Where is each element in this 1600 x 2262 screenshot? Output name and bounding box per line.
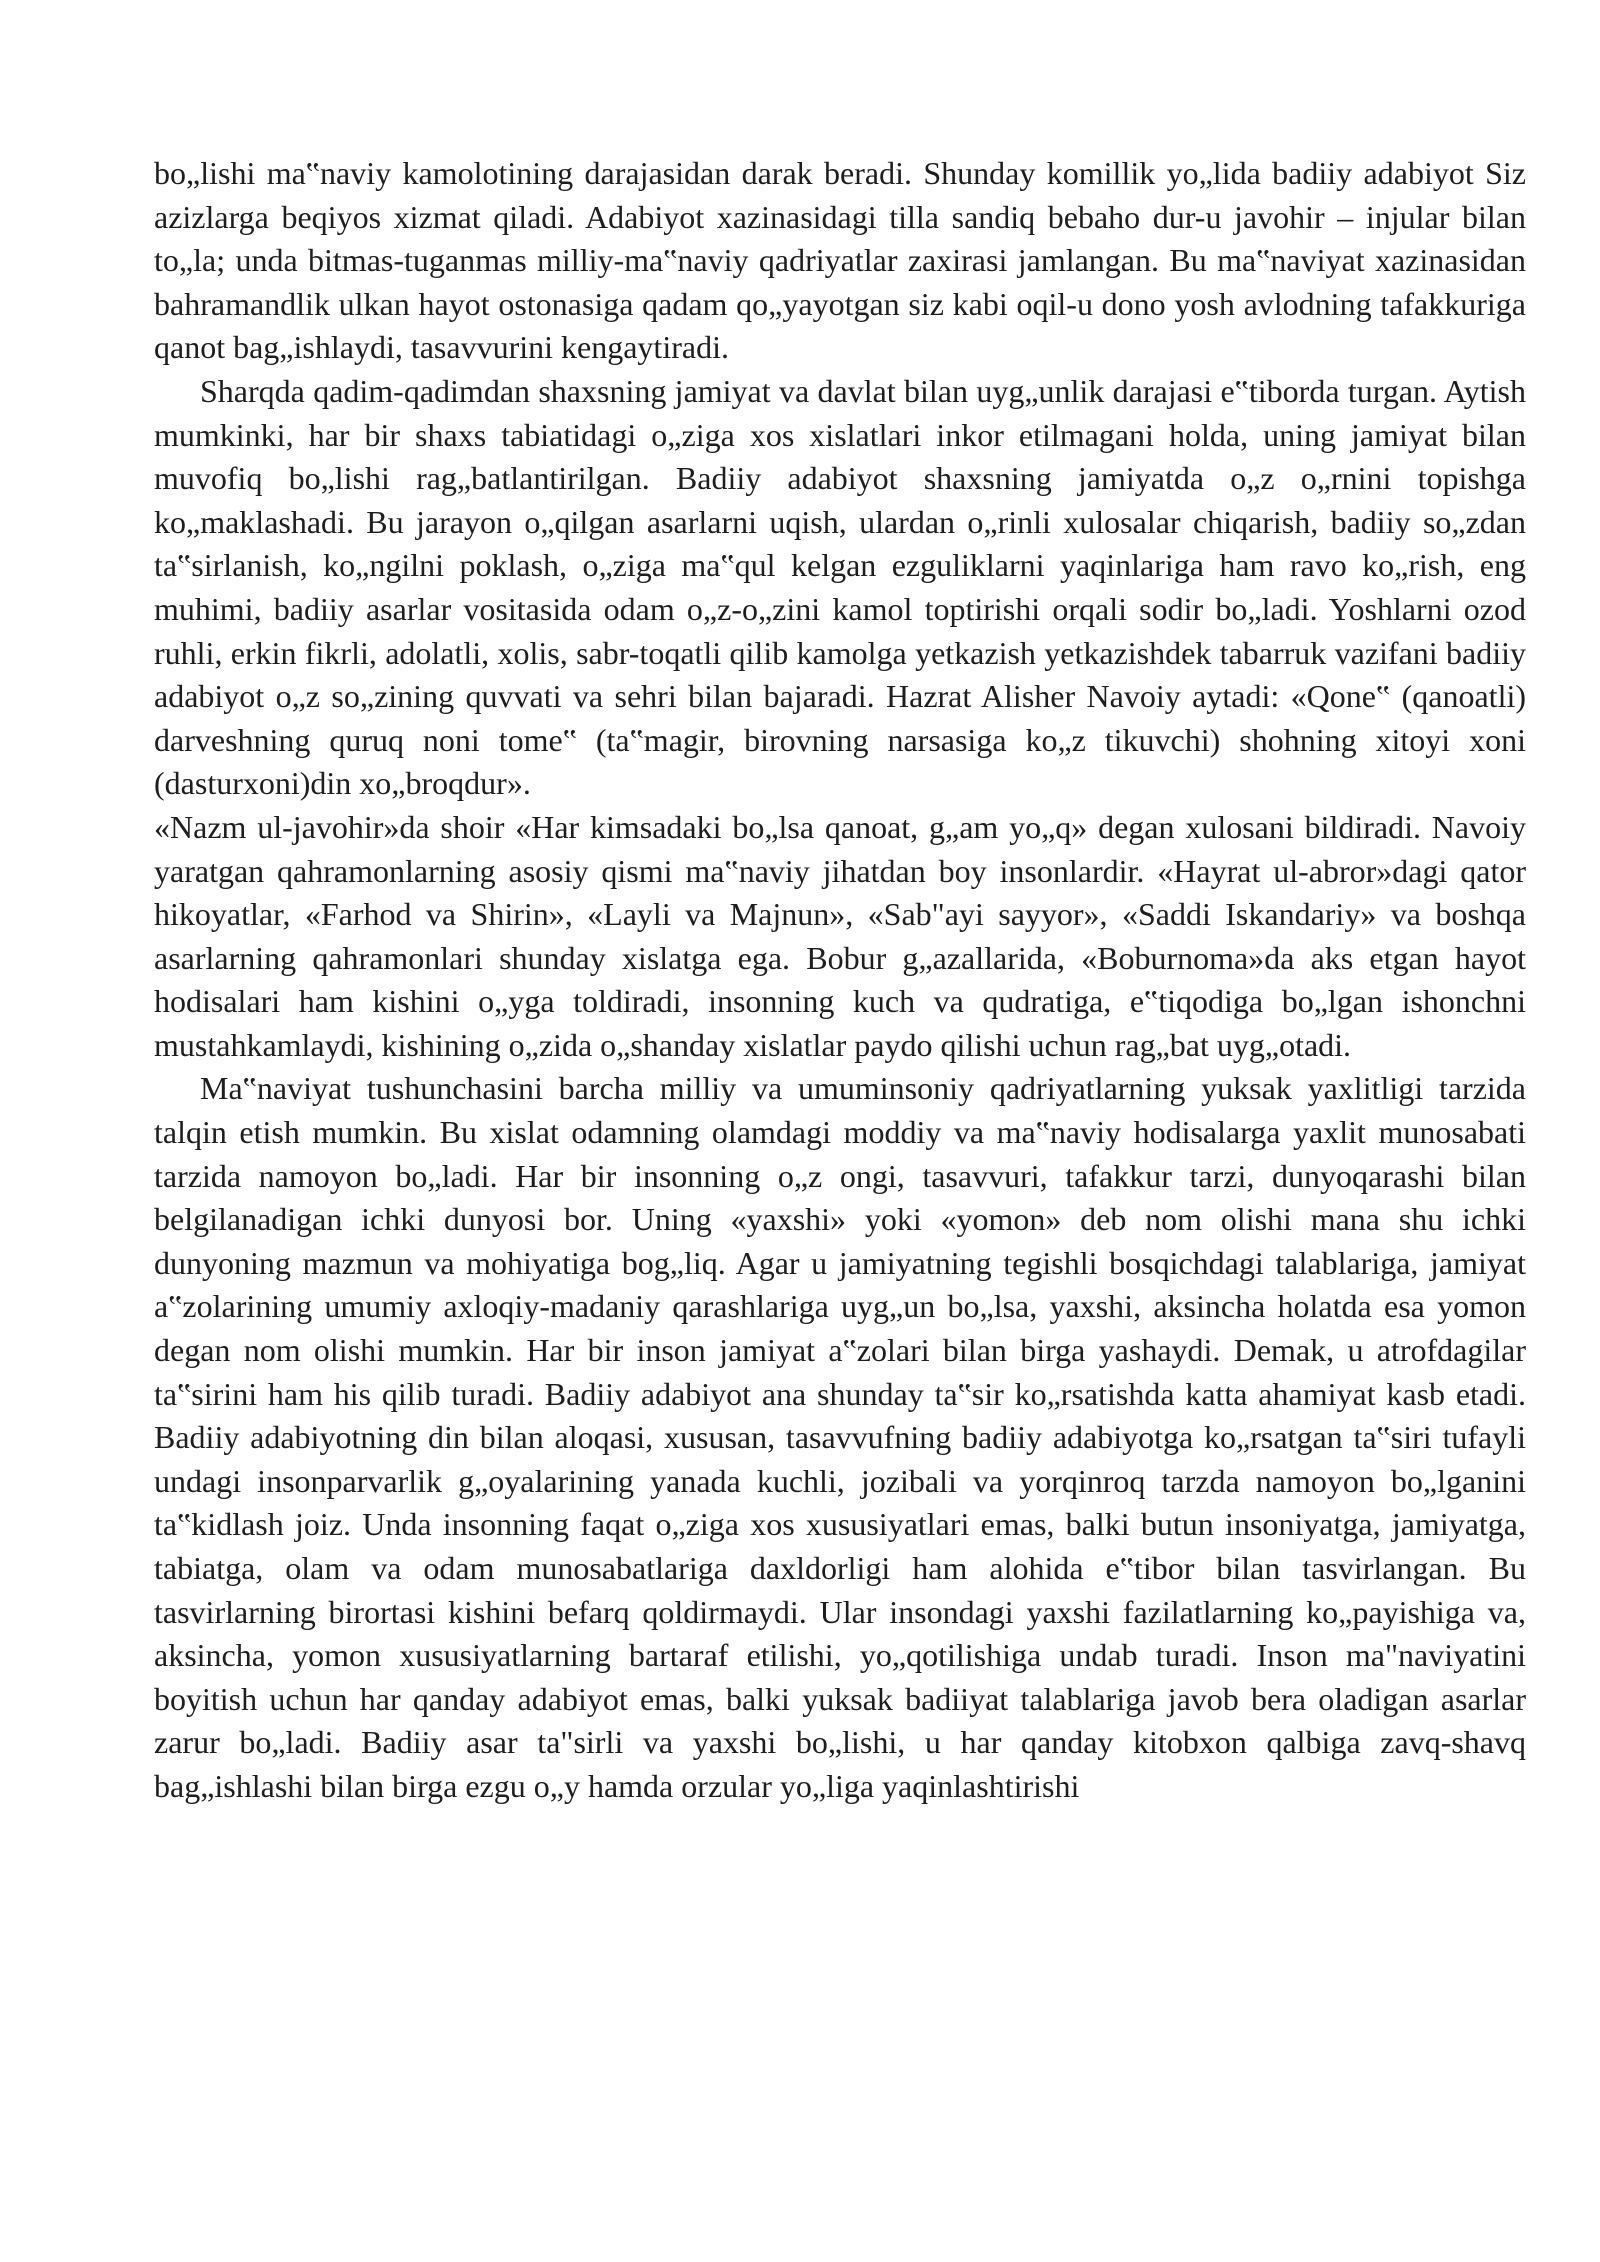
paragraph-nazm: «Nazm ul-javohir»da shoir «Har kimsadaki bo„lsa qanoat, g„am yo„q» degan xulosani bildiradi. Navoiy yaratgan qahramonlarning asosiy qismi ma‟naviy jihatdan boy insonlardir. «Hayrat ul-abror»dagi qator hikoyatlar, «Farhod va Shirin», «Layli va Majnun», «Sab"ayi sayyor», «Saddi Iskandariy» va boshqa asarlarning qahramonlari shunday xislatga ega. Bobur g„azallarida, «Boburnoma»da aks etgan hayot hodisalari ham kishini o„yga toldiradi, insonning kuch va qudratiga, e‟tiqodiga bo„lgan ishonchni mustahkamlaydi, kishining o„zida o„shanday xislatlar paydo qilishi uchun rag„bat uyg„otadi.: [154, 808, 1526, 1063]
paragraph-continuation: bo„lishi ma‟naviy kamolotining darajasidan darak beradi. Shunday komillik yo„lida badiiy adabiyot Siz azizlarga beqiyos xizmat qiladi. Adabiyot xazinasidagi tilla sandiq bebaho dur-u javohir – injular bilan to„la; unda bitmas-tuganmas milliy-ma‟naviy qadriyatlar zaxirasi jamlangan. Bu ma‟naviyat xazinasidan bahramandlik ulkan hayot ostonasiga qadam qo„yayotgan siz kabi oqil-u dono yosh avlodning tafakkuriga qanot bag„ishlaydi, tasavvurini kengaytiradi.: [154, 155, 1526, 366]
paragraph-sharq: Sharqda qadim-qadimdan shaxsning jamiyat va davlat bilan uyg„unlik darajasi e‟tiborda turgan. Aytish mumkinki, har bir shaxs tabiatidagi o„ziga xos xislatlari inkor etilmagani holda, uning jamiyat bilan muvofiq bo„lishi rag„batlantirilgan. Badiiy adabiyot shaxsning jamiyatda o„z o„rnini topishga ko„maklashadi. Bu jarayon o„qilgan asarlarni uqish, ulardan o„rinli xulosalar chiqarish, badiiy so„zdan ta‟sirlanish, ko„ngilni poklash, o„ziga ma‟qul kelgan ezguliklarni yaqinlariga ham ravo ko„rish, eng muhimi, badiiy asarlar vositasida odam o„z-o„zini kamol toptirishi orqali sodir bo„ladi. Yoshlarni ozod ruhli, erkin fikrli, adolatli, xolis, sabr-toqatli qilib kamolga yetkazish yetkazishdek tabarruk vazifani badiiy adabiyot o„z so„zining quvvati va sehri bilan bajaradi. Hazrat Alisher Navoiy aytadi: «Qone‟ (qanoatli) darveshning quruq noni tome‟ (ta‟magir, birovning narsasiga ko„z tikuvchi) shohning xitoyi xoni (dasturxoni)din xo„broqdur».: [154, 372, 1526, 802]
document-page: [154, 152, 1526, 1809]
paragraph-manaviyat: Ma‟naviyat tushunchasini barcha milliy va umuminsoniy qadriyatlarning yuksak yaxlitligi tarzida talqin etish mumkin. Bu xislat odamning olamdagi moddiy va ma‟naviy hodisalarga yaxlit munosabati tarzida namoyon bo„ladi. Har bir insonning o„z ongi, tasavvuri, tafakkur tarzi, dunyoqarashi bilan belgilanadigan ichki dunyosi bor. Uning «yaxshi» yoki «yomon» deb nom olishi mana shu ichki dunyoning mazmun va mohiyatiga bog„liq. Agar u jamiyatning tegishli bosqichdagi talablariga, jamiyat a‟zolarining umumiy axloqiy-madaniy qarashlariga uyg„un bo„lsa, yaxshi, aksincha holatda esa yomon degan nom olishi mumkin. Har bir inson jamiyat a‟zolari bilan birga yashaydi. Demak, u atrofdagilar ta‟sirini ham his qilib turadi. Badiiy adabiyot ana shunday ta‟sir ko„rsatishda katta ahamiyat kasb etadi. Badiiy adabiyotning din bilan aloqasi, xususan, tasavvufning badiiy adabiyotga ko„rsatgan ta‟siri tufayli undagi insonparvarlik g„oyalarining yanada kuchli, jozibali va yorqinroq tarzda namoyon bo„lganini ta‟kidlash joiz. Unda insonning faqat o„ziga xos xususiyatlari emas, balki butun insoniyatga, jamiyatga, tabiatga, olam va odam munosabatlariga daxldorligi ham alohida e‟tibor bilan tasvirlangan. Bu tasvirlarning birortasi kishini befarq qoldirmaydi. Ular insondagi yaxshi fazilatlarning ko„payishiga va, aksincha, yomon xususiyatlarning bartaraf etilishi, yo„qotilishiga undab turadi. Inson ma"naviyatini boyitish uchun har qanday adabiyot emas, balki yuksak badiiyat talablariga javob bera oladigan asarlar zarur bo„ladi. Badiiy asar ta"sirli va yaxshi bo„lishi, u har qanday kitobxon qalbiga zavq-shavq bag„ishlashi bilan birga ezgu o„y hamda orzular yo„liga yaqinlashtirishi: [154, 1070, 1526, 1804]
